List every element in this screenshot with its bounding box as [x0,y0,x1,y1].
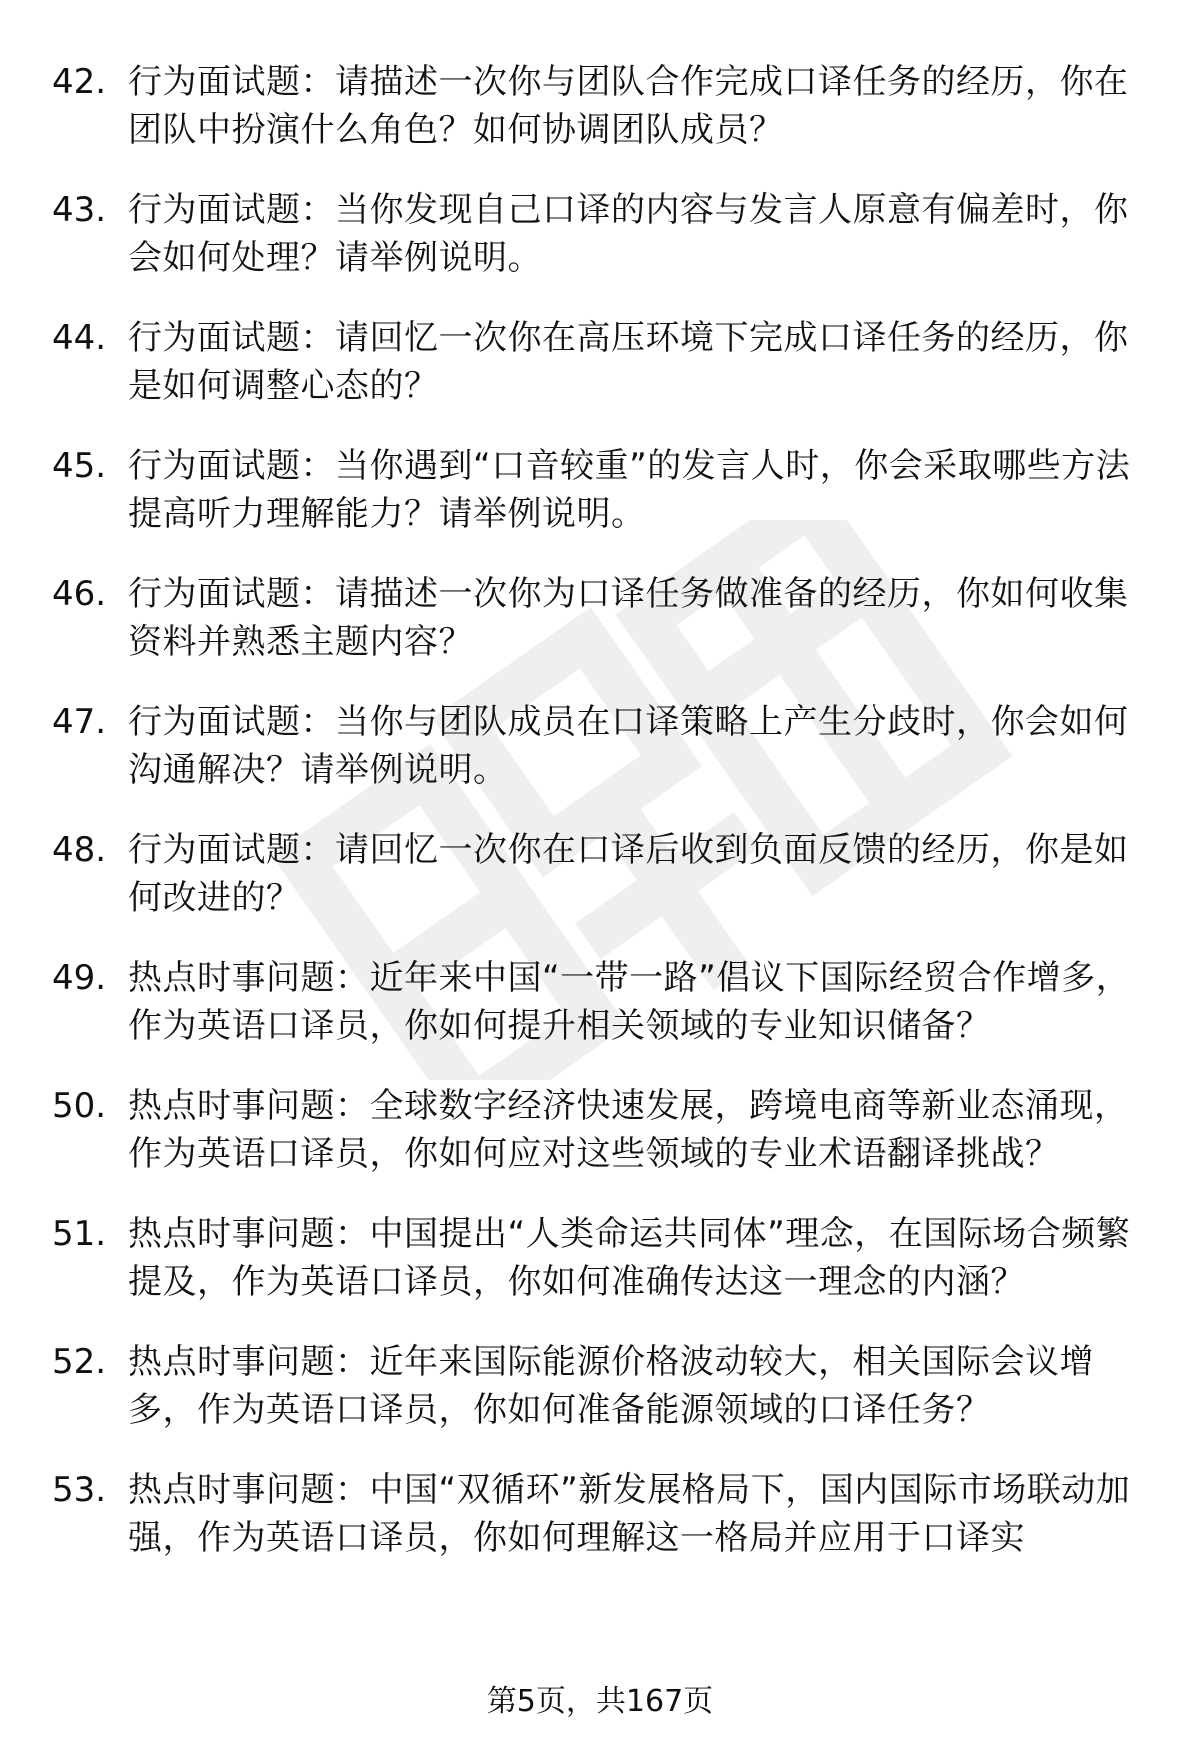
question-text: 行为面试题：当你遇到“口音较重”的发言人时，你会采取哪些方法提高听力理解能力？请举例说明。 [128,446,1131,534]
question-number: 46. [52,574,107,614]
question-text: 热点时事问题：中国“双循环”新发展格局下，国内国际市场联动加强，作为英语口译员，你如何理解这一格局并应用于口译实 [128,1470,1131,1558]
question-text: 热点时事问题：中国提出“人类命运共同体”理念，在国际场合频繁提及，作为英语口译员，你如何准确传达这一理念的内涵？ [128,1214,1131,1302]
question-item-50 [0,1082,1200,1178]
question-text: 行为面试题：请描述一次你与团队合作完成口译任务的经历，你在团队中扮演什么角色？如何协调团队成员？ [128,62,1129,150]
question-item-46 [0,570,1200,666]
question-number: 48. [52,830,107,870]
question-list [0,58,1200,1594]
question-text: 行为面试题：请回忆一次你在高压环境下完成口译任务的经历，你是如何调整心态的？ [128,318,1129,406]
question-number: 43. [52,190,107,230]
question-item-49 [0,954,1200,1050]
question-number: 44. [52,318,107,358]
question-number: 53. [52,1470,107,1510]
question-item-43 [0,186,1200,282]
question-text: 行为面试题：请回忆一次你在口译后收到负面反馈的经历，你是如何改进的？ [128,830,1129,918]
question-item-53 [0,1466,1200,1562]
question-text: 热点时事问题：近年来中国“一带一路”倡议下国际经贸合作增多，作为英语口译员，你如何提升相关领域的专业知识储备？ [128,958,1131,1046]
question-number: 49. [52,958,107,998]
question-text: 热点时事问题：全球数字经济快速发展，跨境电商等新业态涌现，作为英语口译员，你如何应对这些领域的专业术语翻译挑战？ [128,1086,1129,1174]
question-item-52 [0,1338,1200,1434]
question-number: 51. [52,1214,107,1254]
question-number: 45. [52,446,107,486]
question-item-42 [0,58,1200,154]
page-number-footer: 第5页，共167页 [486,1684,714,1719]
question-item-44 [0,314,1200,410]
question-item-48 [0,826,1200,922]
question-item-45 [0,442,1200,538]
question-item-47 [0,698,1200,794]
question-number: 52. [52,1342,107,1382]
question-text: 行为面试题：请描述一次你为口译任务做准备的经历，你如何收集资料并熟悉主题内容？ [128,574,1129,662]
question-text: 行为面试题：当你与团队成员在口译策略上产生分歧时，你会如何沟通解决？请举例说明。 [128,702,1129,790]
question-number: 42. [52,62,107,102]
question-number: 50. [52,1086,107,1126]
question-number: 47. [52,702,107,742]
question-text: 热点时事问题：近年来国际能源价格波动较大，相关国际会议增多，作为英语口译员，你如何准备能源领域的口译任务？ [128,1342,1094,1430]
question-text: 行为面试题：当你发现自己口译的内容与发言人原意有偏差时，你会如何处理？请举例说明。 [128,190,1129,278]
question-item-51 [0,1210,1200,1306]
